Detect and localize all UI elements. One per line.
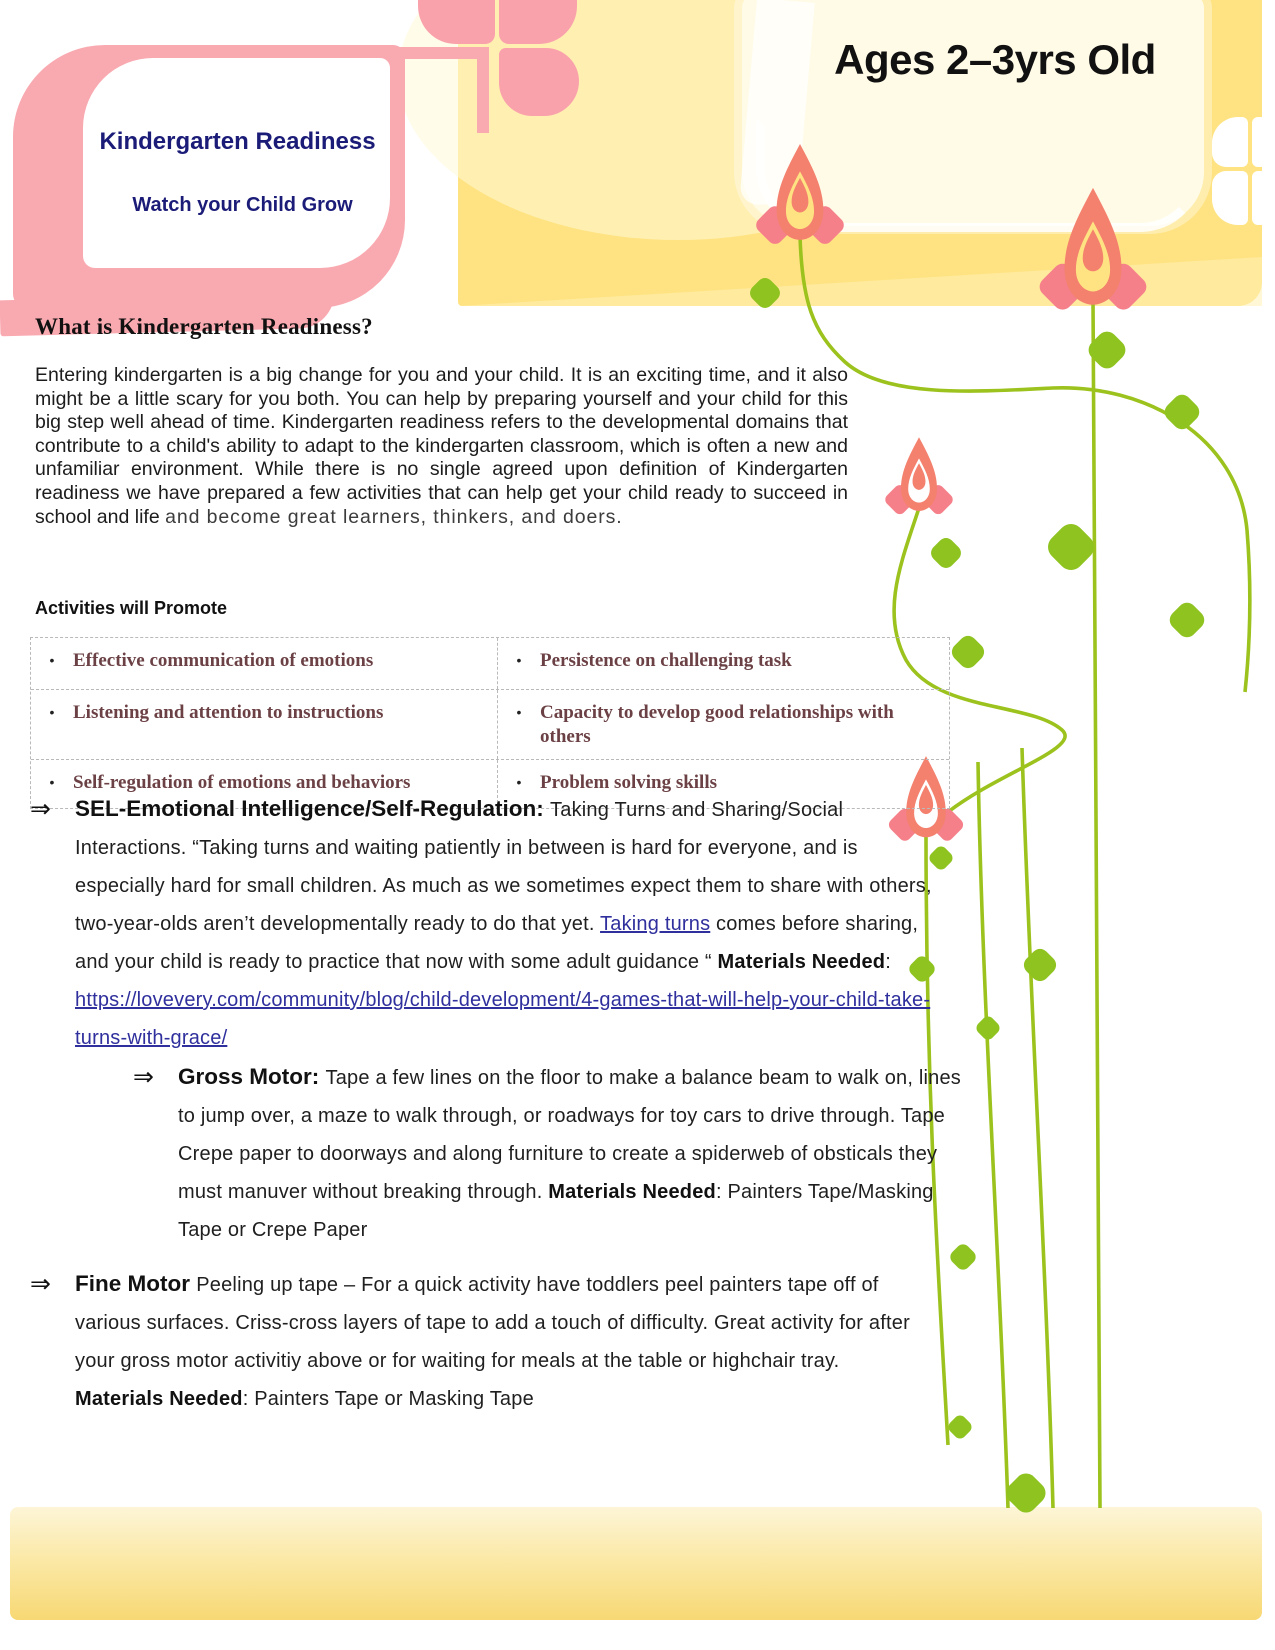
text-run: Taking Turns and Sharing/Social Interactions. “Taking turns and waiting patiently in between is hard for everyone, and is especially hard for small children. As much as we sometimes expect them to share with others, two-year-olds aren’t developmentally ready to do that yet. bbox=[75, 799, 932, 935]
text-run: Materials Needed bbox=[75, 1388, 243, 1410]
lovevery-url-link[interactable]: https://lovevery.com/community/blog/child-development/4-games-that-will-help-your-child-take-turns-with-grace/ bbox=[75, 989, 931, 1049]
text-run: Gross Motor: bbox=[178, 1064, 326, 1089]
bullet-icon: • bbox=[49, 704, 55, 720]
section-gross-motor bbox=[133, 1058, 968, 1249]
document-title: Kindergarten Readiness bbox=[99, 128, 376, 155]
intro-heading: What is Kindergarten Readiness? bbox=[35, 314, 373, 339]
table-row bbox=[31, 689, 949, 759]
yellow-wedge-decoration bbox=[458, 236, 1262, 306]
activity-item-label: Self-regulation of emotions and behaviors bbox=[73, 772, 411, 793]
section-fine-motor-body bbox=[75, 1265, 930, 1418]
title-bubble-inner bbox=[83, 58, 390, 268]
activity-item-label: Listening and attention to instructions bbox=[73, 702, 384, 723]
activity-item-label: Persistence on challenging task bbox=[540, 650, 792, 671]
footer-band bbox=[10, 1507, 1262, 1620]
document-subtitle: Watch your Child Grow bbox=[132, 194, 353, 216]
text-run: Tape a few lines on the floor to make a balance beam to walk on, lines to jump over, a maze to walk through, or roadways for toy cars to drive through. Tape Crepe paper to doorways and along furniture to create a spiderweb of obsticals they must manuver without breaking through. bbox=[178, 1067, 961, 1203]
text-run: : bbox=[885, 951, 891, 973]
bullet-icon: • bbox=[516, 704, 522, 720]
bullet-icon: • bbox=[516, 652, 522, 668]
table-cell bbox=[31, 638, 483, 689]
table-row bbox=[31, 638, 949, 689]
section-fine-motor bbox=[30, 1265, 930, 1418]
section-sel-body bbox=[75, 790, 935, 1057]
white-flower-icon bbox=[1252, 171, 1275, 225]
title-bubble-outline bbox=[395, 47, 489, 59]
text-run: Peeling up tape – For a quick activity have toddlers peel painters tape off of various surfaces. Criss-cross layers of tape to add a touch of difficulty. Great activity for after your gross motor activitiy above or for waiting for meals at the table or highchair tray. bbox=[75, 1274, 910, 1372]
text-run: SEL-Emotional Intelligence/Self-Regulation: bbox=[75, 796, 551, 821]
text-run: comes before sharing, and your child is ready to practice that now with some adult guidance “ bbox=[75, 913, 919, 973]
text-run: Materials Needed bbox=[548, 1181, 716, 1203]
white-flower-icon bbox=[1252, 117, 1275, 167]
text-run: : Painters Tape/Masking Tape or Crepe Paper bbox=[178, 1181, 934, 1241]
arrow-bullet-icon: ⇒ bbox=[133, 1062, 154, 1091]
ages-banner-outline bbox=[756, 118, 1204, 232]
arrow-bullet-icon: ⇒ bbox=[30, 1269, 51, 1298]
text-run: Materials Needed bbox=[717, 951, 886, 973]
activities-label: Activities will Promote bbox=[35, 598, 228, 618]
bullet-icon: • bbox=[516, 774, 522, 790]
bullet-icon: • bbox=[49, 774, 55, 790]
table-cell bbox=[497, 690, 949, 759]
age-range-title: Ages 2–3yrs Old bbox=[834, 36, 1156, 83]
title-bubble-outline bbox=[477, 47, 489, 133]
activities-table bbox=[30, 637, 950, 809]
text-run: : Painters Tape or Masking Tape bbox=[242, 1388, 534, 1410]
activity-item-label: Problem solving skills bbox=[540, 772, 718, 793]
table-cell bbox=[31, 690, 483, 759]
intro-paragraph-accent: and become great learners, thinkers, and doers. bbox=[165, 505, 623, 528]
intro-paragraph bbox=[35, 364, 848, 529]
text-run: Fine Motor bbox=[75, 1271, 197, 1296]
intro-paragraph-main: Entering kindergarten is a big change for you and your child. It is an exciting time, and it also might be a little scary for you both. You can help by preparing yourself and your child for this big step well ahead of time. Kindergarten readiness refers to the developmental domains that contribute to a child's ability to adapt to the kindergarten classroom, which is often a new and unfamiliar environment. While there is no single agreed upon definition of Kindergarten readiness we have prepared a few activities that can help get your child ready to succeed in school and life bbox=[35, 364, 848, 528]
table-cell bbox=[497, 638, 949, 689]
section-sel bbox=[30, 790, 935, 1057]
pink-petal-icon bbox=[499, 48, 579, 116]
activity-item-label: Capacity to develop good relationships with others bbox=[540, 702, 894, 747]
activity-item-label: Effective communication of emotions bbox=[73, 650, 374, 671]
bullet-icon: • bbox=[49, 652, 55, 668]
taking-turns-link[interactable]: Taking turns bbox=[600, 913, 711, 935]
arrow-bullet-icon: ⇒ bbox=[30, 794, 51, 823]
section-gross-motor-body bbox=[178, 1058, 968, 1249]
